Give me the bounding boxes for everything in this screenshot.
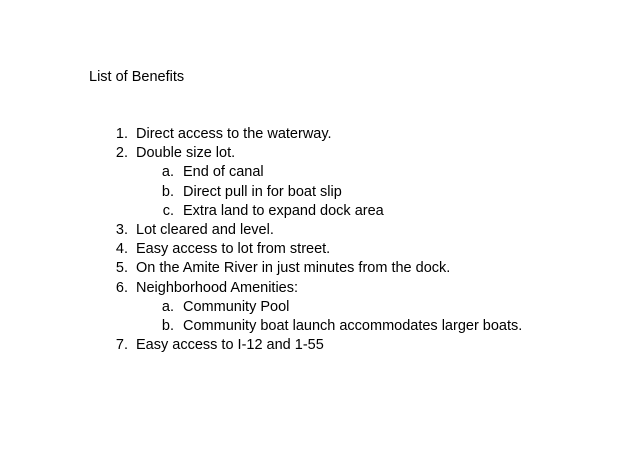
sub-list-item	[0, 317, 640, 336]
list-number: 7.	[115, 337, 128, 354]
document-title: List of Benefits	[89, 69, 185, 85]
list-text: Neighborhood Amenities:	[136, 279, 299, 296]
sub-list-item	[0, 183, 640, 202]
sub-list-item	[0, 298, 640, 317]
list-number: 5.	[115, 260, 128, 277]
sub-list-letter: c.	[162, 202, 174, 219]
list-text: Direct access to the waterway.	[136, 126, 332, 142]
list-number: 6.	[115, 279, 128, 296]
list-text: On the Amite River in just minutes from the dock.	[136, 260, 451, 277]
list-item	[0, 221, 640, 240]
list-item	[0, 259, 640, 278]
list-item	[0, 240, 640, 259]
sub-list-text: Direct pull in for boat slip	[183, 183, 342, 200]
sub-list-item	[0, 202, 640, 221]
sub-list-item	[0, 163, 640, 182]
list-item	[0, 125, 640, 144]
list-text: Easy access to lot from street.	[136, 241, 331, 258]
list-item	[0, 144, 640, 163]
list-text: Easy access to I-12 and 1-55	[136, 337, 324, 354]
list-item	[0, 336, 640, 355]
sub-list-text: Community Pool	[183, 298, 290, 315]
sub-list-text: End of canal	[183, 164, 264, 181]
list-text: Lot cleared and level.	[136, 221, 274, 238]
sub-list-text: Extra land to expand dock area	[183, 202, 384, 219]
sub-list-letter: b.	[161, 317, 174, 334]
sub-list-text: Community boat launch accommodates larger boats.	[183, 317, 523, 334]
list-item	[0, 279, 640, 298]
benefits-list	[0, 125, 640, 355]
list-number: 1.	[115, 126, 128, 142]
list-number: 4.	[115, 241, 128, 258]
sub-list-letter: a.	[161, 164, 174, 181]
sub-list-letter: a.	[161, 298, 174, 315]
list-text: Double size lot.	[136, 145, 236, 162]
list-number: 2.	[115, 145, 128, 162]
list-number: 3.	[115, 221, 128, 238]
sub-list-letter: b.	[161, 183, 174, 200]
